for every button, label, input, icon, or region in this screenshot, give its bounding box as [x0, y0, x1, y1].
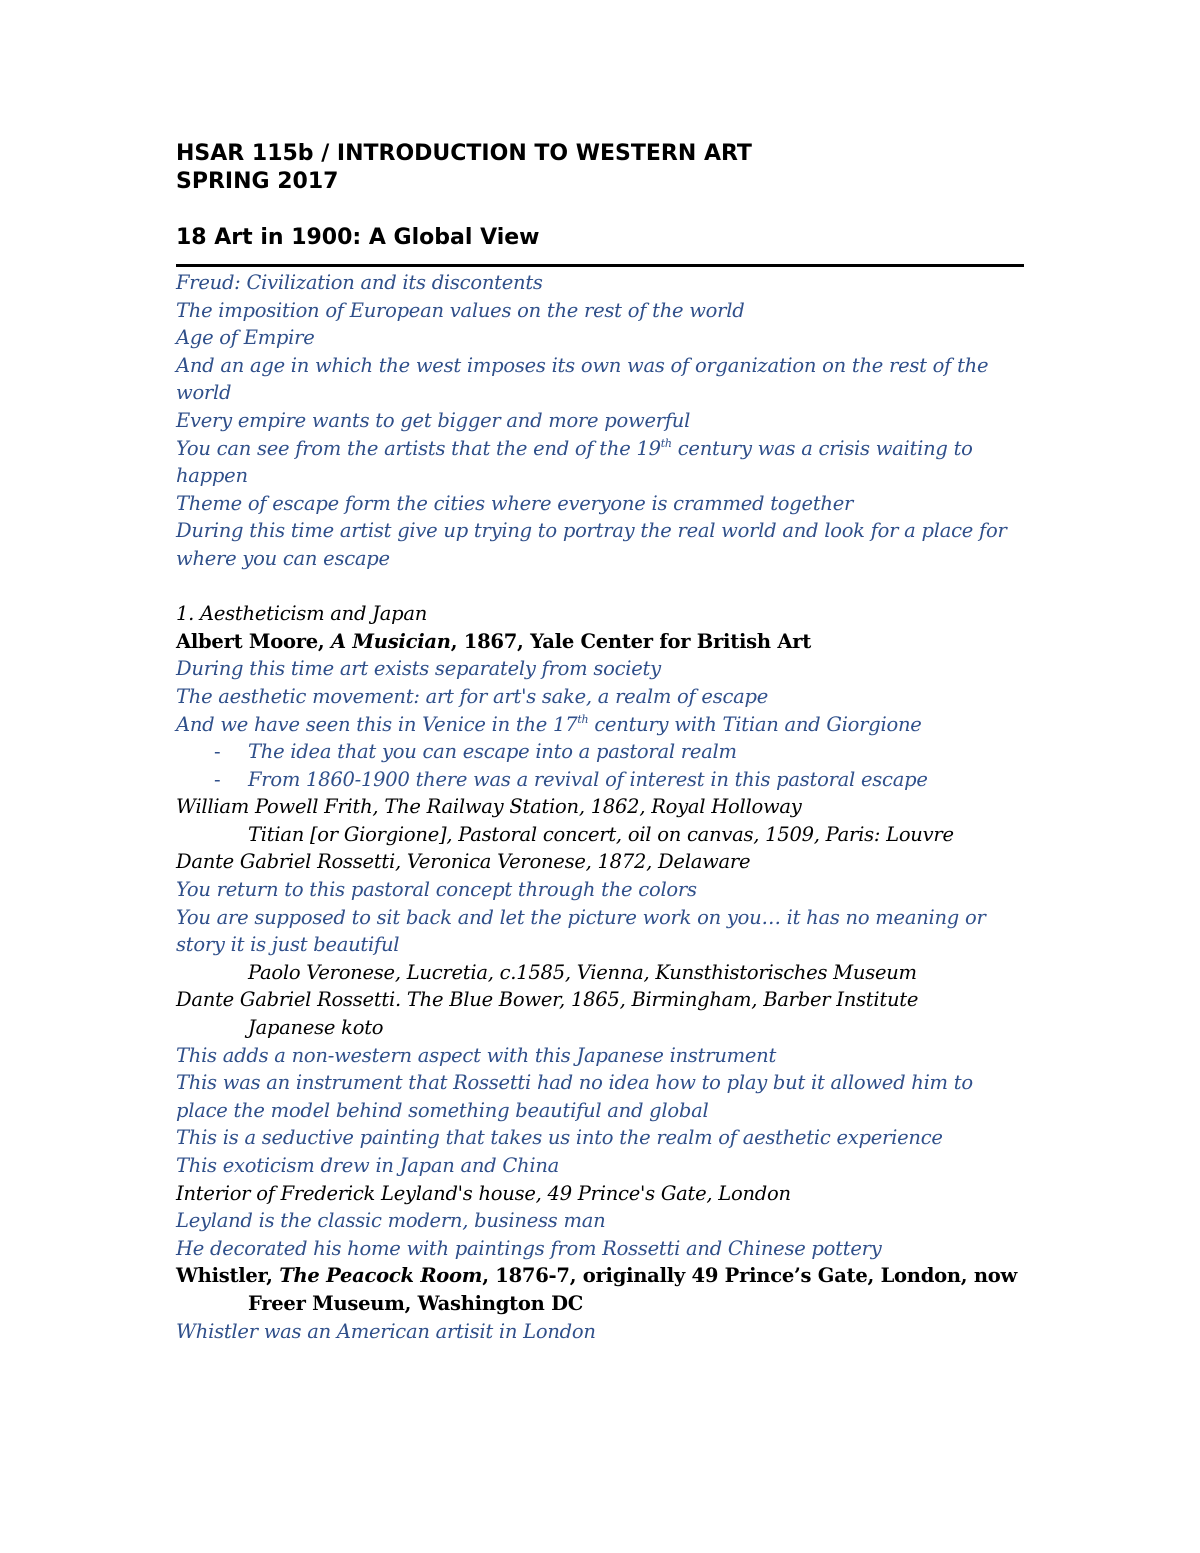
course-title: HSAR 115b / INTRODUCTION TO WESTERN ART — [176, 141, 752, 166]
note-line: You return to this pastoral concept through the colors — [176, 878, 697, 902]
note-line: The aesthetic movement: art for art's sake, a realm of escape — [176, 684, 769, 708]
artwork-details: , 1867, Yale Center for British Art — [450, 629, 811, 653]
note-text: And we have seen this in Venice in the 17 — [176, 712, 578, 736]
superscript: th — [577, 712, 589, 726]
note-line — [176, 711, 1026, 739]
artwork-citation: Dante Gabriel Rossetti, Veronica Veronese, 1872, Delaware — [176, 850, 751, 874]
note-line: Theme of escape form the cities where everyone is crammed together — [176, 491, 854, 515]
note-text: You can see from the artists that the end of the 19 — [176, 436, 661, 460]
artwork-citation: William Powell Frith, The Railway Station, 1862, Royal Holloway — [176, 795, 802, 819]
note-line: place the model behind something beautiful and global — [176, 1098, 709, 1122]
note-line: where you can escape — [176, 546, 390, 570]
note-line: You are supposed to sit back and let the picture work on you… it has no meaning or — [176, 905, 986, 929]
bullet-text: The idea that you can escape into a pastoral realm — [248, 740, 737, 764]
artwork-citation — [176, 1262, 1026, 1290]
note-line — [176, 435, 1026, 463]
lecture-title: 18 Art in 1900: A Global View — [176, 225, 540, 250]
section-aestheticism — [176, 600, 1026, 1345]
note-line: This was an instrument that Rossetti had no idea how to play but it allowed him to — [176, 1071, 973, 1095]
dash-bullet: - — [214, 767, 221, 791]
section-heading: 1. Aestheticism and Japan — [176, 602, 428, 626]
note-line: He decorated his home with paintings from Rossetti and Chinese pottery — [176, 1236, 882, 1260]
spacer — [176, 573, 1026, 601]
artwork-title: A Musician — [331, 629, 451, 653]
document-page — [176, 140, 1026, 1345]
note-line: During this time art exists separately from society — [176, 657, 661, 681]
artwork-citation-continued: Freer Museum, Washington DC — [248, 1291, 584, 1315]
dash-bullet: - — [214, 740, 221, 764]
artist: Albert Moore, — [176, 629, 332, 653]
artist: Whistler, — [176, 1264, 280, 1288]
bullet-text: From 1860-1900 there was a revival of interest in this pastoral escape — [248, 767, 928, 791]
note-line: Every empire wants to get bigger and more powerful — [176, 408, 691, 432]
note-line: Leyland is the classic modern, business man — [176, 1209, 606, 1233]
note-line: happen — [176, 464, 248, 488]
note-line: The imposition of European values on the rest of the world — [176, 298, 745, 322]
note-line: story it is just beautiful — [176, 933, 400, 957]
comparison-citation: Japanese koto — [248, 1016, 384, 1040]
note-line: world — [176, 381, 232, 405]
note-line: Age of Empire — [176, 326, 315, 350]
note-line: And an age in which the west imposes its own was of organization on the rest of the — [176, 353, 989, 377]
note-text: century was a crisis waiting to — [671, 436, 973, 460]
comparison-citation: Titian [or Giorgione], Pastoral concert, oil on canvas, 1509, Paris: Louvre — [248, 822, 954, 846]
bullet-item — [176, 738, 1026, 766]
term: SPRING 2017 — [176, 169, 339, 194]
note-line: This exoticism drew in Japan and China — [176, 1154, 560, 1177]
note-line: This is a seductive painting that takes us into the realm of aesthetic experience — [176, 1126, 943, 1150]
artwork-details: , 1876-7, originally 49 Prince’s Gate, London, now — [482, 1264, 1018, 1288]
superscript: th — [660, 436, 672, 450]
artwork-title: The Peacock Room — [279, 1264, 483, 1288]
bullet-item — [176, 766, 1026, 794]
horizontal-rule — [176, 264, 1024, 267]
intro-notes — [176, 269, 1026, 573]
note-line: During this time artist give up trying to portray the real world and look for a place for — [176, 519, 1007, 543]
note-line: This adds a non-western aspect with this Japanese instrument — [176, 1043, 777, 1067]
artwork-citation: Dante Gabriel Rossetti. The Blue Bower, 1865, Birmingham, Barber Institute — [176, 988, 919, 1012]
note-text: century with Titian and Giorgione — [588, 712, 922, 736]
artwork-citation: Interior of Frederick Leyland's house, 49 Prince's Gate, London — [176, 1181, 791, 1205]
artwork-citation — [176, 628, 1026, 656]
comparison-citation: Paolo Veronese, Lucretia, c.1585, Vienna, Kunsthistorisches Museum — [248, 960, 917, 984]
note-line: Freud: Civilization and its discontents — [176, 271, 543, 294]
note-line: Whistler was an American artisit in London — [176, 1319, 596, 1343]
